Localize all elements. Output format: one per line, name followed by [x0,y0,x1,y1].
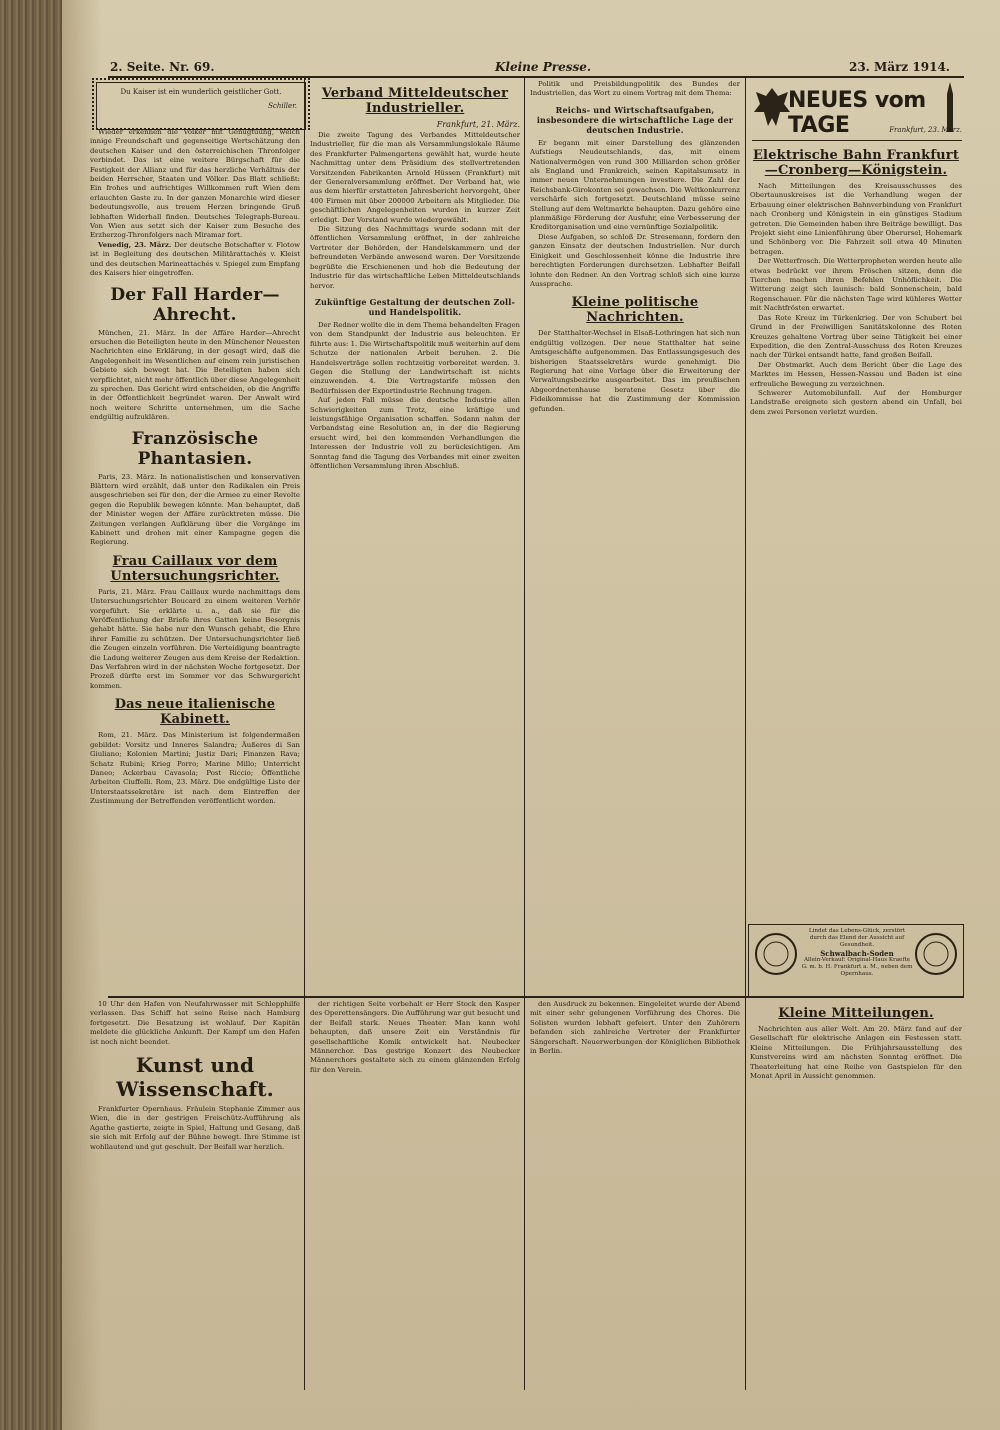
column-3 [530,80,740,992]
quote-box [92,78,310,130]
kabinett-text: Rom, 21. März. Das Ministerium ist folgendermaßen gebildet: Vorsitz und Inneres Salandra; Äußeres di San Giuliano; Kolonien Martini; Justiz Dari; Finanzen Rava; Schatz Rubini; Krieg Porro; Marine Millo; Unterricht Daneo; Ackerbau Cavasola; Post Riccio; Öffentliche Arbeiten Ciuffelli. Rom, 23. März. Die endgültige Liste der Unterstaatssekretäre ist nach dem Eintreffen der Zustimmung der Betreffenden veröffentlicht worden. [90,731,300,806]
advertisement-box [748,924,964,998]
lower-column-2 [310,1000,520,1388]
venedig-text: Der deutsche Botschafter v. Flotow ist in Begleitung des deutschen Militärattachés v. Kleist und des deutschen Marineattachés v. Spiegel zum Empfang des Kaisers hier eingetroffen. [90,240,300,278]
industrie-text-3: Diese Aufgaben, so schloß Dr. Stresemann, fordern den ganzen Einsatz der deutschen Industriellen. Nur durch Einigkeit und Geschlossenheit könne die Industrie ihre berechtigten Forderungen durchsetzen. Lebhafter Beifall lohnte den Redner. An den Vortrag schloß sich eine kurze Aussprache. [530,232,740,288]
industrie-text-2: Er begann mit einer Darstellung des glänzenden Aufstiegs Neudeutschlands, das, mit einem Nationalvermögen von rund 300 Milliarden schon größer als England und Frankreich, seinen Kapitalsumsatz in immer neuen Unternehmungen investiere. Die Zahl der Reichsbank-Girokonten sei gewachsen. Die Weltkonkurrenz verschärfe sich fortgesetzt. Deutschland müsse seine Stellung auf dem Weltmarkte behaupten. Dazu gehöre eine planmäßige Förderung der Ausfuhr, eine Verbesserung der Kreditorganisation und eine vernünftige Sozialpolitik. [530,138,740,232]
column-rule-1 [304,78,305,996]
newspaper-name: Kleine Presse. [495,60,592,74]
ad-line-2: Schwalbach-Soden [820,948,894,958]
ad-line-3: Allein-Verkauf: Original-Haus Kraefte G. m. b. H. Frankfurt a. M., neben dem Opernhaus. [801,956,913,978]
kunst-title: Kunst und Wissenschaft. [116,1053,274,1102]
phantasien-title: Französische Phantasien. [131,428,259,469]
dateline-venedig: Venedig, 23. März. [98,240,172,249]
automobil-text: Schwerer Automobilunfall. Auf der Homburger Landstraße ereignete sich gestern abend ein Unfall, bei dem zwei Personen verletzt wurden. [750,388,962,416]
issue-date: 23. März 1914. [848,60,950,74]
verband-subhead: Zukünftige Gestaltung der deutschen Zoll- und Handelspolitik. [314,296,516,317]
theater-text: der richtigen Seite vorbehalt er Herr Stock den Kasper des Operettensängers. Die Aufführung war gut besucht und der Beifall stark. Neues Theater. Man kann wohl behaupten, daß unsere Zeit ein Verständnis für gesellschaftliche Komik entwickelt hat. Neubecker Männerchor. Das gestrige Konzert des Neubecker Männerchors gestaltete sich zu einem glänzenden Erfolg für den Verein. [310,1000,520,1074]
column-rule-3 [745,78,746,996]
obstmarkt-text: Der Obstmarkt. Auch dem Bericht über die Lage des Marktes im Hessen, Hessen-Nassau und Baden ist eine erfreuliche Bewegung zu verzeichnen. [750,360,962,388]
lower-rule-1 [304,998,305,1390]
page-number: 2. Seite. Nr. 69. [110,60,215,74]
lower-column-3 [530,1000,740,1388]
quote-signature: Schiller. [268,102,297,110]
lower-column-1 [90,1000,300,1388]
caillaux-text: Paris, 21. März. Frau Caillaux wurde nachmittags dem Untersuchungsrichter Boucard zu einem weiteren Verhör vorgeführt. Sie erklärte u. a., daß sie für die Veröffentlichung der Briefe ihres Gatten keine Besorgnis gehabt hätte. Sie habe nur den Wunsch gehabt, die Ehre ihrer Familie zu schützen. Der Untersuchungsrichter ließ die Zeugen einzeln vorführen. Die Verteidigung beantragte die Ladung weiterer Zeugen aus dem Kreise der Redaktion. Das Verfahren wird in der nächsten Woche fortgesetzt. Der Prozeß dürfte erst im Sommer vor das Schwurgericht kommen. [90,587,300,690]
book-binding [0,0,62,1430]
advertisement-text [801,928,913,978]
ad-line-1: Lindet das Lebens-Glück, zerstört durch das Elend der Aussicht auf Gesundheit. [808,928,906,949]
masthead-title: NEUES vom TAGE [788,88,926,138]
kunst-text: Frankfurter Opernhaus. Fräulein Stephanie Zimmer aus Wien, die in der gestrigen Freischütz-Aufführung als Agathe gastierte, zeigte in Spiel, Haltung und Gesang, daß sie sich mit Erfolg auf der Bühne bewegt. Ihre Stimme ist wohllautend und gut geschult. Der Beifall war herzlich. [90,1105,300,1151]
harder-title: Der Fall Harder—Ahrecht. [110,284,280,325]
article-venedig [90,241,300,279]
neues-vom-tage-masthead [752,82,962,141]
caillaux-title: Frau Caillaux vor dem Untersuchungsrichter. [110,553,280,584]
verband-title: Verband Mitteldeutscher Industrieller. [321,86,509,116]
lower-column-4 [750,1000,962,1388]
kleine-mitteilungen-title: Kleine Mitteilungen. [778,1006,934,1021]
kabinett-title: Das neue italienische Kabinett. [114,697,276,728]
harder-text: München, 21. März. In der Affäre Harder—Ahrecht ersuchen die Beteiligten heute in den Münchener Neuesten Nachrichten eine Erklärung, in der gesagt wird, daß die Angelegenheit im Wesentlichen auf einem rein juristischen Gebiete sich bewegt hat. Die Beteiligten haben sich verpflichtet, nicht mehr öffentlich über diese Angelegenheit zu sprechen. Das Gericht wird entscheiden, ob die Angriffe in der Öffentlichkeit begründet waren. Der Anwalt wird noch weitere Schritte unternehmen, um die Sache endgültig aufzuklären. [90,328,300,422]
column-2 [310,80,520,992]
phantasien-text: Paris, 23. März. In nationalistischen und konservativen Blättern wird erzählt, daß unter den Radikalen ein Preis ausgeschrieben sei für den, der die Armee zu einer Revolte gegen die Republik bewegen könnte. Man behauptet, daß der Minister wegen der Affäre zurücktreten müsse. Die Zeitungen verlangen Aufklärung über die Vorgänge im Kabinett und drohen mit einer Kampagne gegen die Regierung. [90,472,300,547]
verband-text-1: Die zweite Tagung des Verbandes Mitteldeutscher Industrieller, für die man als Versammlungslokale Räume des Frankfurter Palmengartens gewählt hat, wurde heute Nachmittag unter dem Präsidium des stellvertretenden Vorsitzenden Fabrikanten Arnold Hüssen (Frankfurt) mit der Generalversammlung eröffnet. Der Verband hat, wie aus dem hierfür erstatteten Jahresbericht hervorgeht, über 400 Firmen mit über 200000 Arbeitern als Mitglieder. Die geschäftlichen Angelegenheiten wurden in kurzer Zeit erledigt. Der Vorstand wurde wiedergewählt. [310,131,520,224]
masthead-date: Frankfurt, 23. März. [889,126,962,134]
hafen-text: 10 Uhr den Hafen von Neufahrwasser mit Schlepphilfe verlassen. Das Schiff hat seine Reise nach Hamburg fortgesetzt. Die Besatzung ist wohlauf. Der Kapitän meldete die glückliche Ankunft. Der Kampf um den Hafen ist noch nicht beendet. [90,1000,300,1046]
bahn-title: Elektrische Bahn Frankfurt—Cronberg—Königstein. [752,148,960,178]
industrie-text-1: Politik und Preisbildungpolitik des Bundes der Industriellen, das Wort zu einem Vortrag mit dem Thema: [530,80,740,98]
verband-dateline: Frankfurt, 21. März. [436,120,520,129]
column-rule-2 [524,78,525,996]
left-seal-icon [753,931,799,977]
bibliothek-text: den Ausdruck zu bekennen. Eingeleitet wurde der Abend mit einer sehr gelungenen Vorführung des Chores. Die Solisten wurden lebhaft gefeiert. Unter den Zuhörern befanden sich zahlreiche Vertreter der Frankfurter Sängerschaft. Neuerwerbungen der Königlichen Bibliothek in Berlin. [530,1000,740,1056]
column-4 [750,142,962,920]
mitteilungen-text: Nachrichten aus aller Welt. Am 20. März fand auf der Gesellschaft für elektrische Anlagen ein Festessen statt. Kleine Mitteilungen. Die Frühjahrsausstellung des Kunstvereins wird am nächsten Sonntag eröffnet. Die Theaterleitung hat eine Reihe von Gastspielen für den Monat April in Aussicht genommen. [750,1025,962,1081]
wetter-text: Der Wetterfrosch. Die Wetterpropheten werden heute alle etwas bedrückt vor ihrem Fröschen sitzen, denn die Tierchen machen ihren Befehlen Unhöflichkeit. Die Witterung zeigt sich launisch: bald Sonnenschein, bald Regenschauer. Für die nächsten Tage wird kühleres Wetter mit Nachtfrösten erwartet. [750,257,962,313]
column-1 [90,128,300,992]
verband-text-4: Auf jeden Fall müsse die deutsche Industrie allen Schwierigkeiten zum Trotz, eine kräftige und leistungsfähige Organisation schaffen. Sodann nahm der Verbandstag eine Resolution an, in der die Regierung ersucht wird, bei den kommenden Verhandlungen die Interessen der Industrie voll zu berücksichtigen. Am Sonntag fand die Tagung des Verbandes mit einer zweiten öffentlichen Versammlung ihren Abschluß. [310,396,520,470]
verband-text-3: Der Redner wollte die in dem Thema behandelten Fragen von dem Standpunkt der Industrie aus beleuchten. Er führte aus: 1. Die Wirtschaftspolitik muß weiterhin auf dem Schutze der nationalen Arbeit beruhen. 2. Die Handelsverträge sollen rechtzeitig vorbereitet werden. 3. Gegen die Stellung der Landwirtschaft ist nichts einzuwenden. 4. Die Vertragstarife müssen den Bedürfnissen der Exportindustrie Rechnung tragen. [310,320,520,395]
industrie-subhead: Reichs- und Wirtschaftsaufgaben, insbesondere die wirtschaftliche Lage der deutschen Industrie. [536,104,734,135]
quote-text: Du Kaiser ist ein wunderlich geistlicher Gott. [120,88,282,96]
lower-rule-2 [524,998,525,1390]
rotes-kreuz-text: Das Rote Kreuz im Türkenkrieg. Der von Schubert bei Grund in der Freiwilligen Sanitätskolonne des Roten Kreuzes gehaltene Vortrag über seine Tätigkeit bei einer Expedition, die den Zentral-Ausschuss des Roten Kreuzes nach der Türkei entsandt hatte, fand großen Beifall. [750,313,962,360]
lower-rule-3 [745,998,746,1390]
verband-text-2: Die Sitzung des Nachmittags wurde sodann mit der öffentlichen Versammlung eröffnet, in der zahlreiche Vertreter der Behörden, der Handelskammern und der befreundeten Verbände anwesend waren. Der Vorsitzende begrüßte die Erschienenen und hob die Bedeutung der Industrie für das wirtschaftliche Leben Mitteldeutschlands hervor. [310,225,520,290]
kleine-politische-text: Der Statthalter-Wechsel in Elsaß-Lothringen hat sich nun endgültig vollzogen. Der neue Statthalter hat seine Amtsgeschäfte aufgenommen. Das Entlassungsgesuch des bisherigen Staatssekretärs wurde genehmigt. Die Regierung hat eine Vorlage über die Erweiterung der Verwaltungsbezirke ausgearbeitet. Das im preußischen Abgeordnetenhause beratene Gesetz über die Fideikommisse hat die Zustimmung der Kommission gefunden. [530,329,740,413]
cathedral-icon [940,82,960,132]
eagle-icon [752,82,792,132]
article-intro: Wieder erkennen die Völker mit Genugtuung, welch innige Freundschaft und gegenseitige Wertschätzung den deutschen Kaiser und den österreichischen Thronfolger verbindet. Das ist eine weitere Bürgschaft für die Festigkeit der Allianz und für das herzliche Verhältnis der beiden Herrscher, Staaten und Völker. Das Blatt schließt: Ein frohes und aufrichtiges Willkommen ruft Wien dem erlauchten Gaste zu. In der ganzen Monarchie wird dieser bedeutungsvolle, aus treuem Herzen bringende Gruß lebhaften Widerhall finden. Deutsches Telegraph-Bureau. Von Wien aus setzt sich der Kaiser zum Besuche des Erzherzog-Thronfolgers nach Miramar fort. [90,128,300,240]
kleine-politische-title: Kleine politische Nachrichten. [571,295,699,326]
bahn-text: Nach Mitteilungen des Kreisausschusses des Obertaunuskreises ist die Verhandlung wegen der Erbauung einer elektrischen Bahnverbindung von Frankfurt nach Cronberg und Königstein in ein günstiges Stadium getreten. Die Gemeinden haben ihre Beiträge bewilligt. Das Projekt sieht eine Linienführung über Oberursel, Hohemark und Schönberg vor. Die Fahrzeit soll etwa 40 Minuten betragen. [750,182,962,256]
right-seal-icon [913,931,959,977]
